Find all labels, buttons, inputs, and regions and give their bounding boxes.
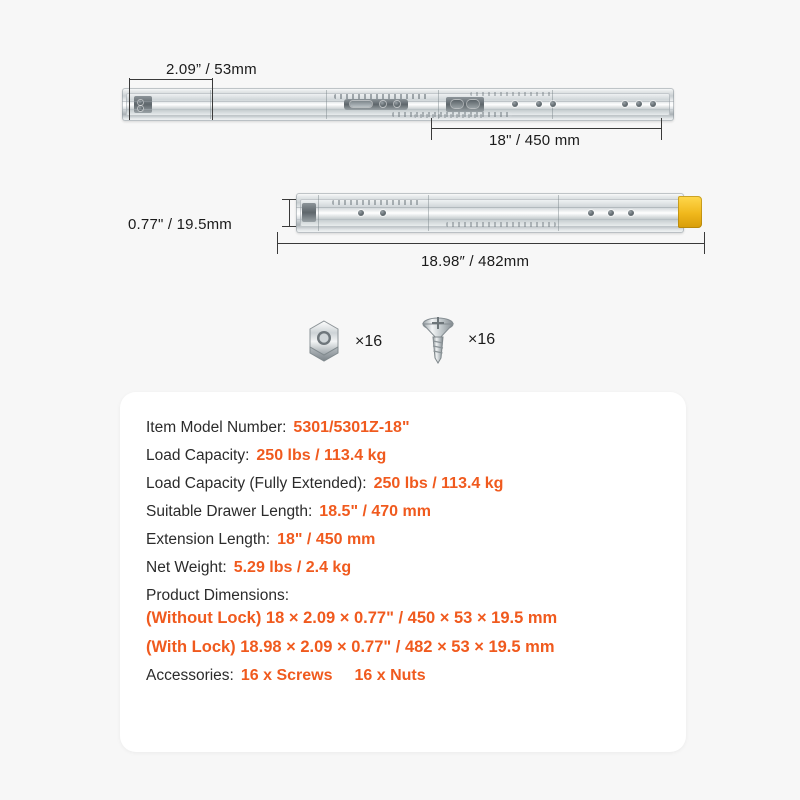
width-dimension-tick-right: [212, 78, 213, 120]
rail-seam: [296, 207, 684, 208]
width-dimension-line: [129, 79, 213, 80]
spec-value-screws: 16 x Screws: [240, 666, 333, 684]
ball-bearing-cage: [446, 222, 556, 227]
spec-label: Load Capacity:: [146, 447, 250, 464]
length-dimension-tick-right: [661, 118, 662, 140]
spec-row: [146, 418, 668, 438]
spec-row: [146, 530, 668, 550]
ball-bearing-cage: [332, 200, 420, 205]
spec-row: [146, 502, 668, 522]
spec-row: [146, 474, 668, 494]
specifications-card: [120, 392, 686, 752]
screw-count: ×16: [468, 331, 496, 348]
spec-value: 18.5" / 470 mm: [319, 503, 431, 520]
nut-icon: [303, 318, 345, 366]
rail-segment-divider: [558, 195, 559, 231]
nut-count: ×16: [355, 333, 383, 350]
bearing-track-texture: [470, 92, 552, 96]
spec-label: Extension Length:: [146, 531, 271, 548]
spec-label: Net Weight:: [146, 559, 227, 576]
mounting-hole: [588, 210, 594, 216]
release-lever-icon: [678, 196, 702, 228]
rail-end-block: [134, 96, 152, 113]
rail-segment-divider: [326, 90, 327, 119]
spec-row: [146, 446, 668, 466]
height-dimension-line: [289, 199, 290, 226]
spec-row-dimension-without-lock: [146, 608, 668, 629]
height-dimension-tick-top: [282, 199, 296, 200]
mounting-hole: [512, 101, 518, 107]
side-length-dimension-line: [277, 243, 705, 244]
mounting-hole: [650, 101, 656, 107]
width-dimension-tick-left: [129, 78, 130, 120]
spec-value: 18" / 450 mm: [277, 531, 376, 548]
spec-row: [146, 558, 668, 578]
spec-label: Load Capacity (Fully Extended):: [146, 475, 367, 492]
spec-value: 5301/5301Z-18": [293, 419, 410, 436]
top-view-length-label: 18" / 450 mm: [489, 132, 581, 149]
mounting-hole: [536, 101, 542, 107]
rail-segment-divider: [318, 195, 319, 231]
mounting-hole: [380, 210, 386, 216]
rail-hole: [380, 101, 386, 107]
spec-value-nuts: 16 x Nuts: [354, 666, 426, 684]
length-dimension-tick-left: [431, 118, 432, 140]
rail-hole: [394, 101, 400, 107]
spec-value: (With Lock) 18.98 × 2.09 × 0.77" / 482 × 53 × 19.5 mm: [146, 638, 555, 656]
adjustment-slot: [467, 100, 479, 108]
slide-end-stop: [302, 203, 316, 222]
drawer-slide-side-view: [296, 193, 684, 233]
side-view-height-label: 0.77" / 19.5mm: [128, 216, 233, 233]
mounting-hole: [628, 210, 634, 216]
height-dimension-tick-bottom: [282, 226, 296, 227]
adjustment-slot: [350, 101, 372, 107]
spec-value: 250 lbs / 113.4 kg: [373, 475, 504, 492]
spec-label: Product Dimensions:: [146, 587, 290, 604]
top-view-width-label: 2.09” / 53mm: [166, 61, 257, 78]
spec-value: 5.29 lbs / 2.4 kg: [233, 559, 352, 576]
rail-segment-divider: [210, 90, 211, 119]
spec-row-dimension-with-lock: [146, 637, 668, 658]
spec-row-dimensions-label: [146, 586, 668, 605]
side-view-length-label: 18.98″ / 482mm: [421, 253, 530, 270]
mounting-hole: [358, 210, 364, 216]
hardware-screw-group: [418, 314, 495, 366]
screw-icon: [418, 314, 458, 366]
rail-seam: [296, 219, 684, 220]
spec-label: Item Model Number:: [146, 419, 287, 436]
mounting-hole: [608, 210, 614, 216]
mounting-hole: [636, 101, 642, 107]
adjustment-slot: [451, 100, 463, 108]
spec-value: (Without Lock) 18 × 2.09 × 0.77" / 450 × 53 × 19.5 mm: [146, 609, 558, 628]
spec-value: 250 lbs / 113.4 kg: [256, 447, 387, 464]
spec-label: Accessories:: [146, 666, 234, 684]
drawer-slide-top-view: [122, 88, 674, 121]
bearing-track-texture: [414, 114, 484, 118]
hardware-nut-group: [303, 318, 382, 366]
mounting-hole: [550, 101, 556, 107]
mounting-hole: [622, 101, 628, 107]
spec-row-accessories: [146, 666, 668, 686]
specifications-list: [146, 418, 668, 694]
length-dimension-line: [431, 128, 662, 129]
rail-segment-divider: [428, 195, 429, 231]
spec-label: Suitable Drawer Length:: [146, 503, 313, 520]
